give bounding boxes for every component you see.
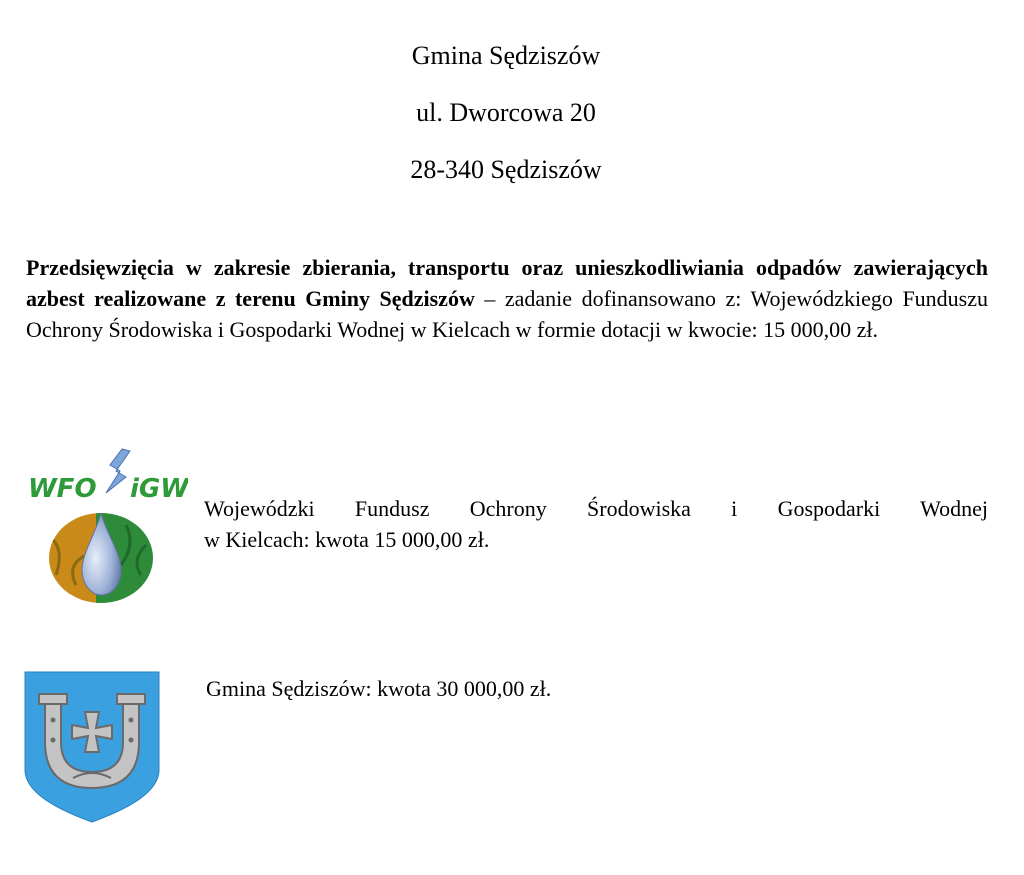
wfosigw-line-2: w Kielcach: kwota 15 000,00 zł. [204,527,490,552]
funding-statement: – zadanie dofinansowano z: Wojewódzkiego Funduszu Ochrony Środowiska i Gospodarki Wodnej w Kielcach w formie dotacji w kwocie: 15 000,00 zł. [26,286,989,342]
project-description [26,252,988,345]
header-line-3: 28-340 Sędziszów [410,155,602,184]
wfosigw-funding-text [204,493,988,555]
address-block [0,36,1012,207]
svg-text:iGW: iGW [130,474,188,504]
gmina-funding-text: Gmina Sędziszów: kwota 30 000,00 zł. [206,676,552,701]
coat-of-arms-icon [23,670,161,824]
svg-text:WFO: WFO [28,474,97,504]
wfosigw-line-1: Wojewódzki Fundusz Ochrony Środowiska i Gospodarki Wodnej [204,496,988,521]
project-title: Przedsięwzięcia w zakresie zbierania, transportu oraz unieszkodliwiania odpadów zawierających azbest realizowane z terenu Gminy Sędziszów [26,255,988,311]
header-line-1: Gmina Sędziszów [411,41,601,70]
header-line-2: ul. Dworcowa 20 [416,98,596,127]
wfosigw-logo-icon [26,445,188,607]
